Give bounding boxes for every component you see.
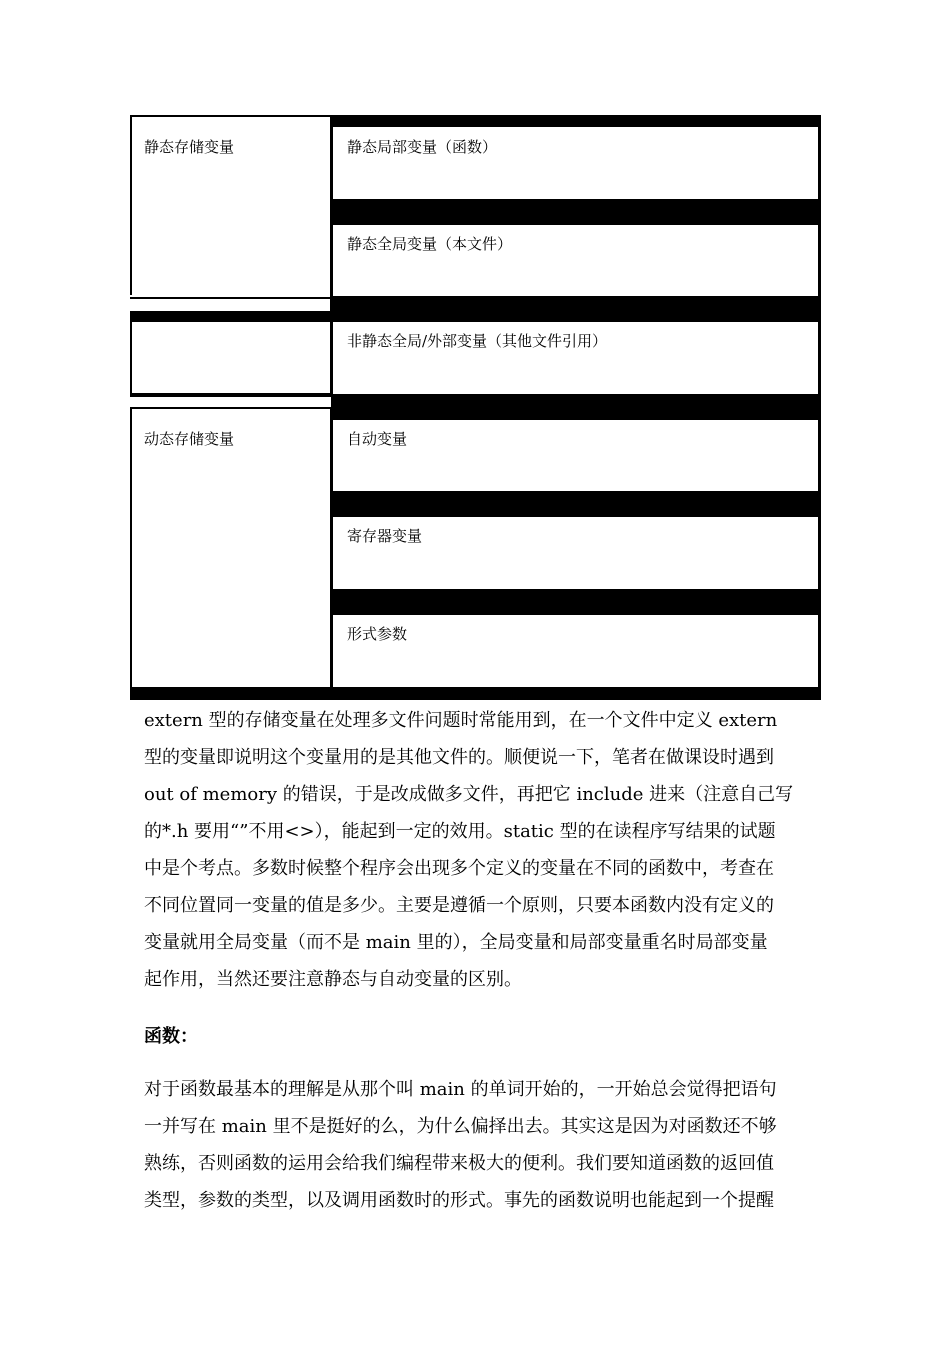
table-cell: 形式参数 <box>347 625 408 643</box>
row-separator <box>331 296 821 322</box>
text-line: 型的变量即说明这个变量用的是其他文件的。顺便说一下，笔者在做课设时遇到 <box>144 747 774 768</box>
table-left-border <box>130 320 132 695</box>
text-line: 不同位置同一变量的值是多少。主要是遵循一个原则，只要本函数内没有定义的 <box>144 895 774 916</box>
text-line: 中是个考点。多数时候整个程序会出现多个定义的变量在不同的函数中，考查在 <box>144 858 774 879</box>
table-top-border <box>331 115 821 127</box>
text-line: 类型，参数的类型，以及调用函数时的形式。事先的函数说明也能起到一个提醒 <box>144 1190 774 1211</box>
table-cell: 自动变量 <box>347 430 408 448</box>
table-bottom-border <box>130 687 821 700</box>
section-heading: 函数： <box>144 1026 198 1047</box>
text-line: 变量就用全局变量（而不是 main 里的），全局变量和局部变量重名时局部变量 <box>144 932 768 953</box>
table-top-left-border <box>130 115 331 117</box>
text-line: extern 型的存储变量在处理多文件问题时常能用到，在一个文件中定义 extern <box>144 710 778 731</box>
paragraph-functions <box>144 1071 809 1219</box>
text-line: 对于函数最基本的理解是从那个叫 main 的单词开始的，一开始总会觉得把语句 <box>144 1079 777 1100</box>
text-line: 熟练，否则函数的运用会给我们编程带来极大的便利。我们要知道函数的返回值 <box>144 1153 774 1174</box>
storage-class-table <box>130 115 821 700</box>
paragraph-extern <box>144 702 809 998</box>
text-line: out of memory 的错误，于是改成做多文件，再把它 include 进来（注意自己写 <box>144 784 794 805</box>
text-line: 起作用，当然还要注意静态与自动变量的区别。 <box>144 969 522 990</box>
group-separator <box>130 313 331 322</box>
table-cell: 非静态全局/外部变量（其他文件引用） <box>347 332 608 350</box>
group-separator <box>130 408 331 409</box>
group-separator <box>130 297 331 299</box>
group-separator <box>130 395 331 397</box>
table-cell: 静态局部变量（函数） <box>347 138 498 156</box>
row-separator <box>331 199 821 225</box>
table-cell: 静态全局变量（本文件） <box>347 235 513 253</box>
text-line: 的*.h 要用“”不用<>），能起到一定的效用。static 型的在读程序写结果的试题 <box>144 821 776 842</box>
row-separator <box>331 589 821 615</box>
table-left-border <box>130 115 132 295</box>
text-line: 一并写在 main 里不是挺好的么，为什么偏择出去。其实这是因为对函数还不够 <box>144 1116 777 1137</box>
group-label-dynamic: 动态存储变量 <box>144 430 235 448</box>
row-separator <box>331 394 821 420</box>
row-separator <box>331 491 821 517</box>
group-label-static: 静态存储变量 <box>144 138 235 156</box>
table-cell: 寄存器变量 <box>347 527 423 545</box>
